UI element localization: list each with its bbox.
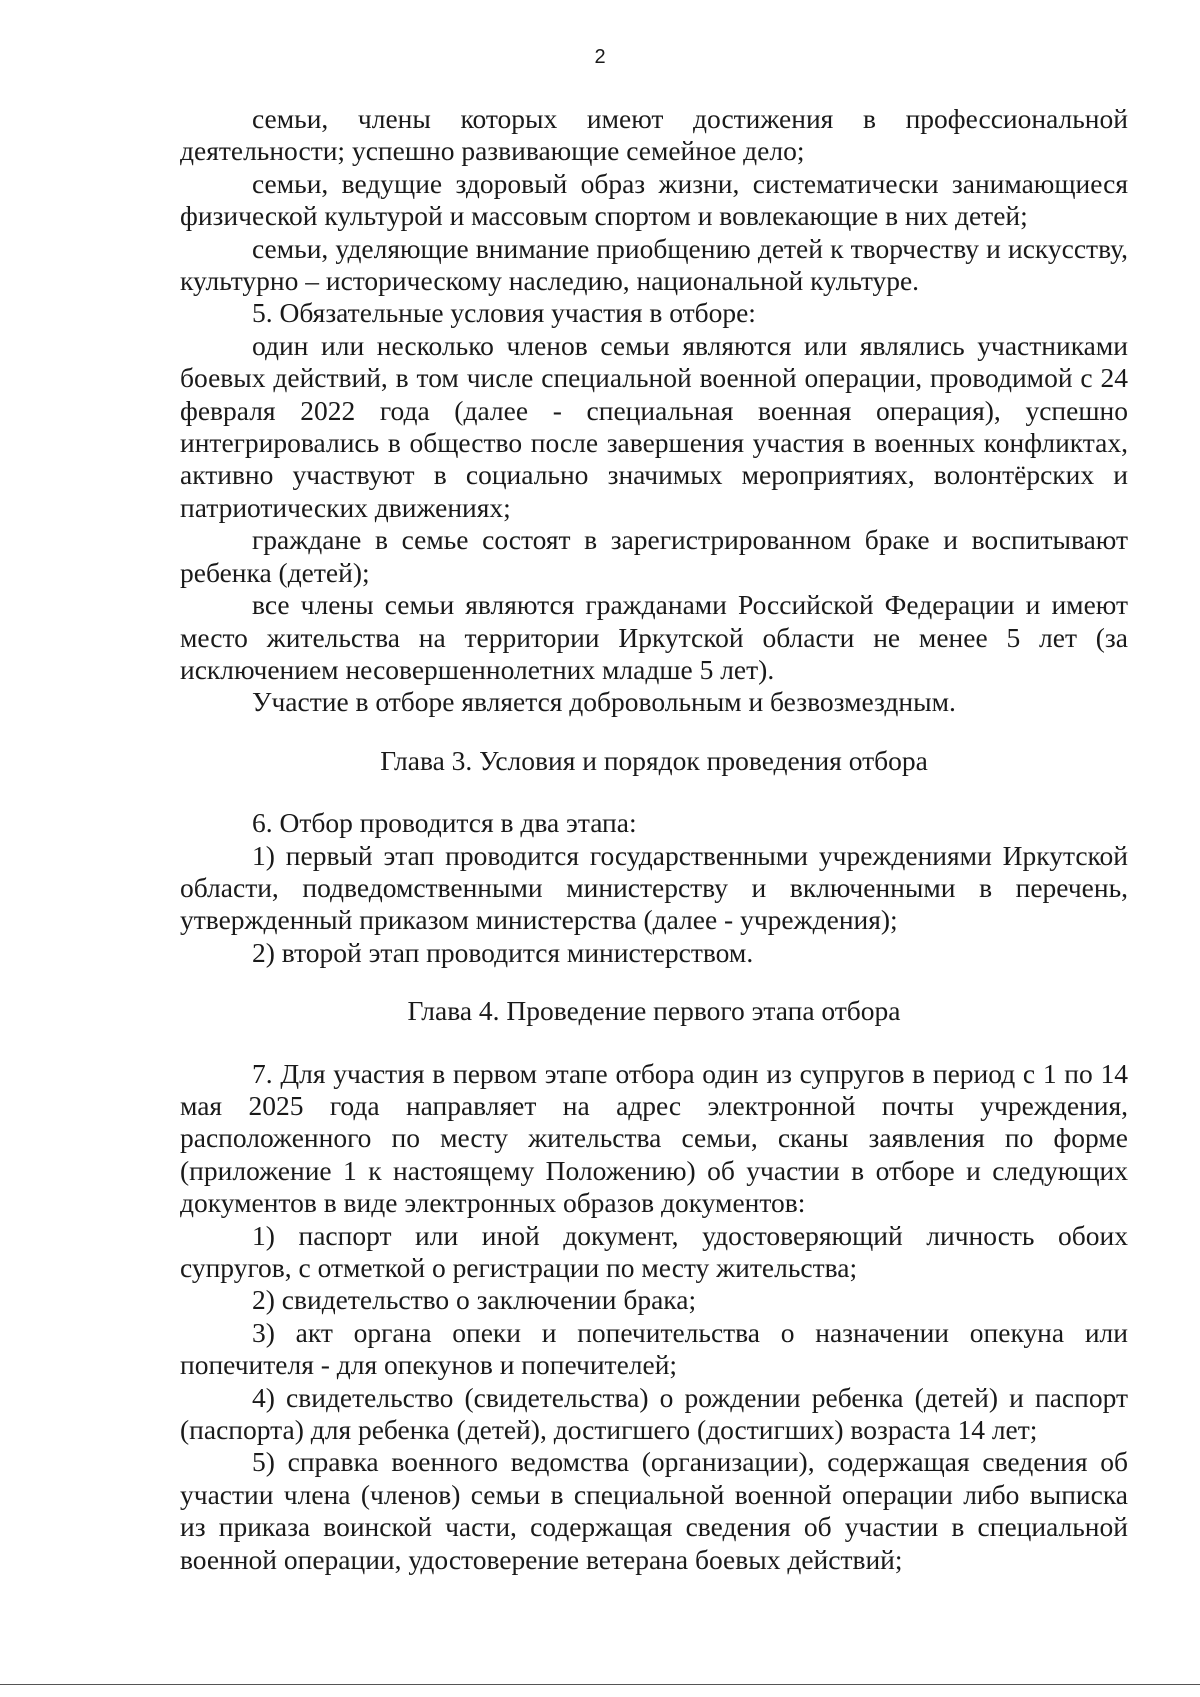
paragraph: 2) второй этап проводится министерством. <box>252 936 754 968</box>
paragraph: семьи, ведущие здоровый образ жизни, систематически занимающиеся физической культурой и массовым спортом и вовлекающие в них детей; <box>180 167 1128 232</box>
paragraph: 1) паспорт или иной документ, удостоверяющий личность обоих супругов, с отметкой о регистрации по месту жительства; <box>180 1219 1128 1283</box>
paragraph: 5) справка военного ведомства (организации), содержащая сведения об участии члена (членов) семьи в специальной военной операции либо выписка из приказа воинской части, содержащая сведения об участии в специальной военной операции, удостоверение ветерана боевых действий; <box>180 1446 1128 1575</box>
paragraph: семьи, члены которых имеют достижения в профессиональной деятельности; успешно развивающие семейное дело; <box>180 103 1128 167</box>
paragraph: 7. Для участия в первом этапе отбора один из супругов в период с 1 по 14 мая 2025 года направляет на адрес электронной почты учреждения, расположенного по месту жительства семьи, сканы заявления по форме (приложение 1 к настоящему Положению) об участии в отборе и следующих документов в виде электронных образов документов: <box>180 1057 1128 1219</box>
paragraph: 5. Обязательные условия участия в отборе: <box>252 297 756 329</box>
paragraph: 3) акт органа опеки и попечительства о назначении опекуна или попечителя - для опекунов и попечителей; <box>180 1316 1128 1381</box>
paragraph: все члены семьи являются гражданами Российской Федерации и имеют место жительства на территории Иркутской области не менее 5 лет (за исключением несовершеннолетних младше 5 лет). <box>180 589 1128 685</box>
paragraph: 2) свидетельство о заключении брака; <box>252 1284 697 1316</box>
document-body <box>180 103 1128 1576</box>
paragraph: 1) первый этап проводится государственными учреждениями Иркутской области, подведомственными министерству и включенными в перечень, утвержденный приказом министерства (далее - учреждения); <box>180 839 1128 936</box>
paragraph: 4) свидетельство (свидетельства) о рождении ребенка (детей) и паспорт (паспорта) для ребенка (детей), достигшего (достигших) возраста 14 лет; <box>180 1381 1128 1446</box>
paragraph: Участие в отборе является добровольным и безвозмездным. <box>252 686 956 718</box>
page-number: 2 <box>594 46 606 68</box>
page-bottom-rule <box>0 1684 1200 1685</box>
chapter-heading: Глава 4. Проведение первого этапа отбора <box>407 995 901 1027</box>
paragraph: граждане в семье состоят в зарегистрированном браке и воспитывают ребенка (детей); <box>180 524 1128 588</box>
paragraph: 6. Отбор проводится в два этапа: <box>252 807 637 839</box>
paragraph: семьи, уделяющие внимание приобщению детей к творчеству и искусству, культурно – историческому наследию, национальной культуре. <box>180 232 1128 297</box>
chapter-heading: Глава 3. Условия и порядок проведения отбора <box>380 744 928 776</box>
paragraph: один или несколько членов семьи являются или являлись участниками боевых действий, в том числе специальной военной операции, проводимой с 24 февраля 2022 года (далее - специальная военная операция), успешно интегрировались в общество после завершения участия в военных конфликтах, активно участвуют в социально значимых мероприятиях, волонтёрских и патриотических движениях; <box>180 329 1128 523</box>
